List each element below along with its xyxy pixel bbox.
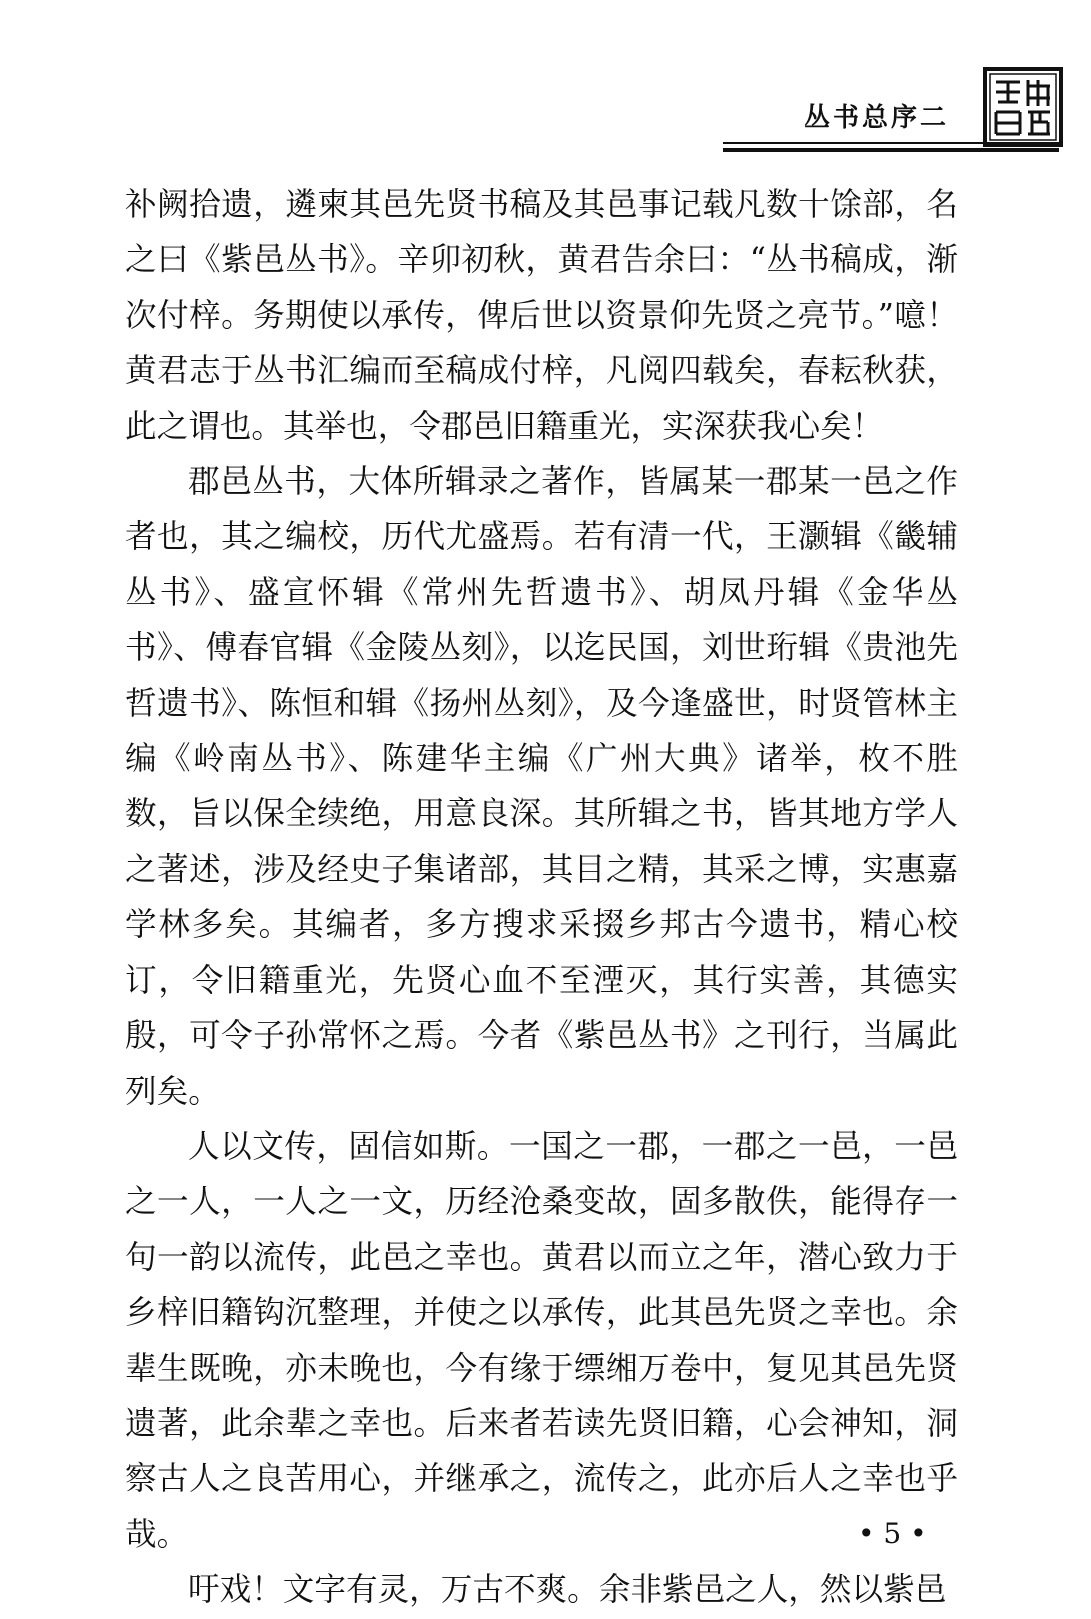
paragraph-4: 吁戏！文字有灵，万古不爽。余非紫邑之人，然以紫邑	[188, 1572, 947, 1609]
header-rule-thin	[723, 142, 1059, 144]
seal-stamp-icon	[982, 66, 1064, 148]
paragraph-3: 人以文传，固信如斯。一国之一郡，一郡之一邑，一邑之一人，一人之一文，历经沧桑变故，固多散佚，能得存一句一韵以流传，此邑之幸也。黄君以而立之年，潜心致力于乡梓旧籍钩沉整理，并使之以承传，此其邑先贤之幸也。余辈生既晚，亦未晚也，今有缘于缥缃万卷中，复见其邑先贤遗著，此余辈之幸也。后来者若读先贤旧籍，心会神知，洞察古人之良苦用心，并继承之，流传之，此亦后人之幸也乎哉。	[125, 1128, 958, 1553]
paragraph-1: 补阙拾遗，遴柬其邑先贤书稿及其邑事记载凡数十馀部，名之曰《紫邑丛书》。辛卯初秋，黄君告余曰：“丛书稿成，渐次付梓。务期使以承传，俾后世以资景仰先贤之亮节。”噫！黄君志于丛书汇编而至稿成付梓，凡阅四载矣，春耘秋获，此之谓也。其举也，令郡邑旧籍重光，实深获我心矣！	[125, 187, 958, 445]
body-text	[125, 178, 958, 1619]
running-header-title: 丛书总序二	[803, 103, 949, 133]
header-rule-thick	[723, 148, 1059, 152]
paragraph-2: 郡邑丛书，大体所辑录之著作，皆属某一郡某一邑之作者也，其之编校，历代尤盛焉。若有清一代，王灏辑《畿辅丛书》、盛宣怀辑《常州先哲遗书》、胡凤丹辑《金华丛书》、傅春官辑《金陵丛刻》，以迄民国，刘世珩辑《贵池先哲遗书》、陈恒和辑《扬州丛刻》，及今逢盛世，时贤管林主编《岭南丛书》、陈建华主编《广州大典》诸举，枚不胜数，旨以保全续绝，用意良深。其所辑之书，皆其地方学人之著述，涉及经史子集诸部，其目之精，其采之博，实惠嘉学林多矣。其编者，多方搜求采掇乡邦古今遗书，精心校订，令旧籍重光，先贤心血不至湮灭，其行实善，其德实殷，可令子孙常怀之焉。今者《紫邑丛书》之刊行，当属此列矣。	[125, 464, 958, 1110]
page-number: • 5 •	[858, 1517, 927, 1550]
